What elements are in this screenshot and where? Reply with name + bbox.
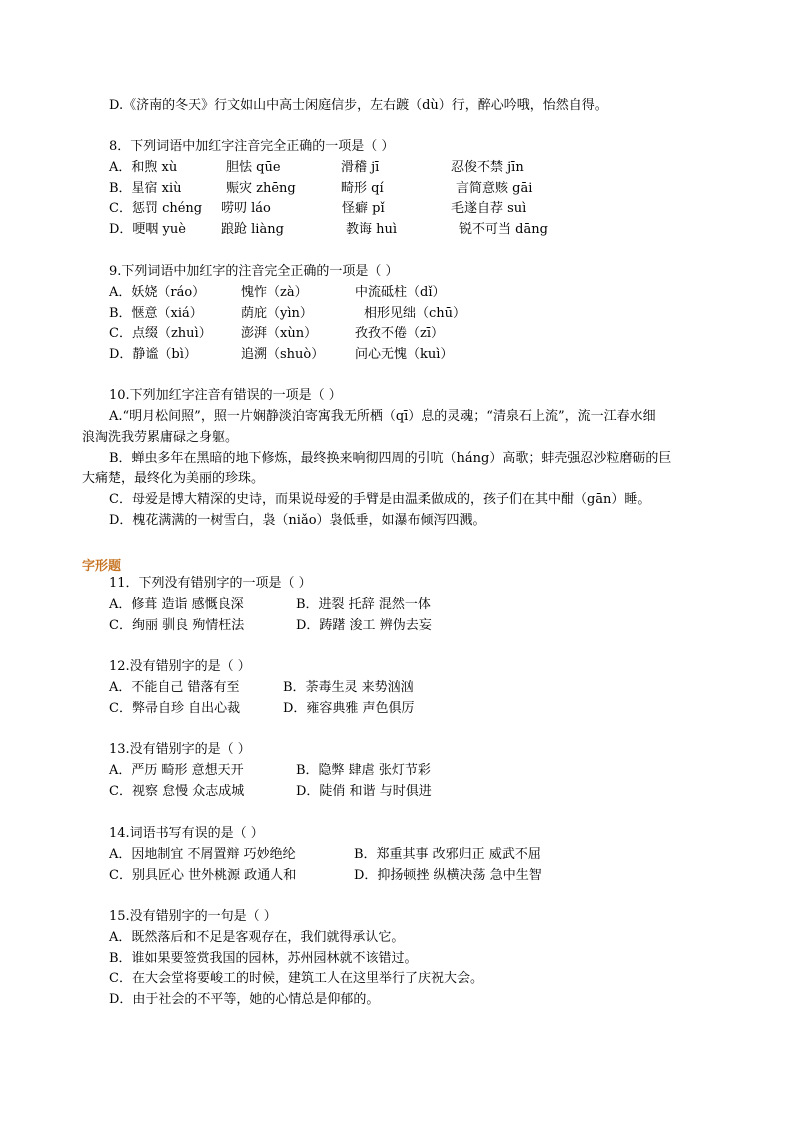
option-row [109,595,709,616]
option-row [109,304,709,325]
option-item: A．修葺 造诣 感慨良深 [109,596,244,612]
option-item: D．静谧（bì） [109,347,197,363]
option-item: A．和煦 xù [109,159,178,175]
option-item: A．严历 畸形 意想天开 [109,762,244,778]
previous-question-option-d [109,96,709,117]
option-row [109,616,709,637]
option-b: B．谁如果要签赏我国的园林，苏州园林就不该错过。 [109,950,418,966]
option-row [109,699,709,720]
option-item: 唠叨 láo [221,201,271,217]
question-stem: 8．下列词语中加红字注音完全正确的一项是（ ） [109,139,395,154]
option-item: 言简意赅 gāi [456,180,533,196]
question-10-options [82,407,722,532]
option-item: 忍俊不禁 jīn [451,159,524,175]
option-item: D．哽咽 yuè [109,222,186,238]
option-item: B．惬意（xiá） [109,305,203,321]
option-row [109,845,709,866]
option-row [109,761,709,782]
option-item: D．抑扬顿挫 纵横决荡 急中生智 [354,867,542,883]
option-item: B．隐弊 肆虐 张灯节彩 [296,762,431,778]
option-item: C．弊帚自珍 自出心裁 [109,700,241,716]
option-a-line-1: A.“明月松间照”，照一片娴静淡泊寄寓我无所栖（qī）息的灵魂；“清泉石上流”，流一江春水细 [109,409,656,424]
option-item: 追溯（shuò） [241,347,325,363]
option-a-line-2: 浪淘洗我劳累庸碌之身躯。 [82,429,239,445]
question-stem: 10.下列加红字注音有错误的一项是（ ） [109,388,342,403]
option-item: B．郑重其事 改邪归正 威武不屈 [354,846,541,862]
question-12 [109,657,709,719]
option-row [109,220,709,241]
question-stem: 11．下列没有错别字的一项是（ ） [109,576,312,591]
option-item: 荫庇（yìn） [241,305,313,321]
question-10 [109,386,719,407]
option-item: A．因地制宜 不屑置辩 巧妙绝纶 [109,846,296,862]
option-c-line: C．母爱是博大精深的史诗，而果说母爱的手臂是由温柔做成的，孩子们在其中酣（gān）睡。 [109,492,651,508]
option-item: 教诲 huì [346,222,398,238]
option-item: 赈灾 zhēng [226,180,296,196]
option-d-line: D．槐花满满的一树雪白，袅（niǎo）袅低垂，如瀑布倾泻四溅。 [109,512,486,528]
option-row [109,345,709,366]
question-9 [109,262,709,366]
option-item: D．陡俏 和谐 与时俱进 [296,783,432,799]
option-item: A．妖娆（ráo） [109,284,206,300]
option-item: 胆怯 qūe [226,159,281,175]
option-row [109,782,709,803]
option-item: 毛遂自荐 suì [451,201,527,217]
question-15 [109,907,709,1011]
option-row [109,283,709,304]
question-stem: 12.没有错别字的是（ ） [109,659,251,674]
option-d-line: D.《济南的冬天》行文如山中高士闲庭信步，左右踱（dù）行，醉心吟哦，怡然自得。 [109,98,608,113]
option-item: 踉跄 liàng [221,222,284,238]
option-item: B．荼毒生灵 来势汹汹 [283,679,414,695]
option-a: A．既然落后和不足是客观存在，我们就得承认它。 [109,929,405,945]
question-14 [109,824,709,886]
option-b-line-1: B．蝉虫多年在黑暗的地下修炼，最终换来响彻四周的引吭（háng）高歌；蚌壳强忍沙粒磨砺的巨 [109,450,672,466]
option-item: 锐不可当 dāng [459,222,548,238]
option-item: 畸形 qí [341,180,384,196]
option-row [109,158,709,179]
option-b-line-2: 大痛楚，最终化为美丽的珍珠。 [82,471,265,487]
option-item: 孜孜不倦（zī） [355,326,445,342]
option-item: 怪癖 pǐ [342,201,385,217]
question-stem: 13.没有错别字的是（ ） [109,742,251,757]
option-row [109,678,709,699]
option-row [109,199,709,220]
option-c: C．在大会堂将要峻工的时候，建筑工人在这里举行了庆祝大会。 [109,971,483,987]
option-item: 愧怍（zà） [241,284,308,300]
option-item: D．踌躇 浚工 辨伪去妄 [296,617,432,633]
option-item: C．视察 怠慢 众志成城 [109,783,245,799]
option-item: D．雍容典雅 声色俱厉 [283,700,415,716]
option-row [109,179,709,200]
option-item: 滑稽 jī [341,159,380,175]
option-item: C．惩罚 chéng [109,201,203,217]
option-item: A．不能自己 错落有至 [109,679,240,695]
option-item: 澎湃（xùn） [241,326,318,342]
option-item: B．进裂 托辞 混然一体 [296,596,431,612]
option-item: C．点缀（zhuì） [109,326,212,342]
question-13 [109,740,709,802]
question-stem: 15.没有错别字的一句是（ ） [109,909,277,924]
question-11 [109,574,709,636]
question-stem: 14.词语书写有误的是（ ） [109,826,264,841]
option-item: B．星宿 xiù [109,180,182,196]
option-item: 中流砥柱（dǐ） [355,284,446,300]
option-row [109,866,709,887]
option-item: 相形见绌（chū） [364,305,467,321]
question-stem: 9.下列词语中加红字的注音完全正确的一项是（ ） [109,264,399,279]
section-heading: 字形题 [82,559,122,574]
option-item: C．别具匠心 世外桃源 政通人和 [109,867,297,883]
option-item: 问心无愧（kuì） [355,347,454,363]
option-row [109,324,709,345]
question-8 [109,137,709,241]
option-d: D．由于社会的不平等，她的心情总是仰郁的。 [109,992,380,1008]
option-item: C．绚丽 驯良 殉情枉法 [109,617,245,633]
